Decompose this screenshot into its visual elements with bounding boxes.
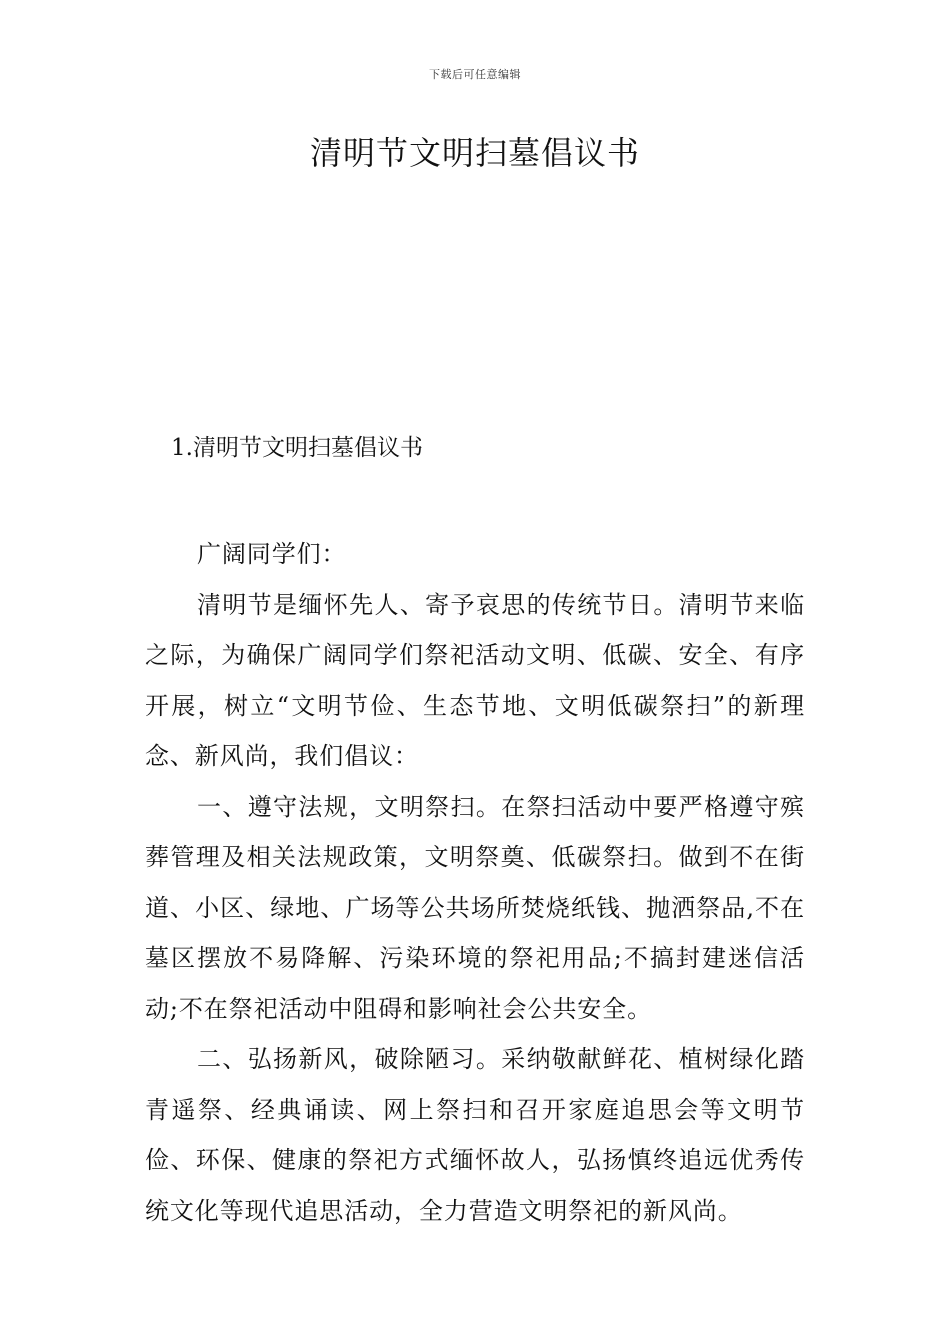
greeting: 广阔同学们： [197, 540, 347, 568]
body-paragraph-item-1: 一、遵守法规，文明祭扫。在祭扫活动中要严格遵守殡葬管理及相关法规政策，文明祭奠、低碳祭扫。做到不在街道、小区、绿地、广场等公共场所焚烧纸钱、抛洒祭品,不在墓区摆放不易降解、污染环境的祭祀用品;不搞封建迷信活动;不在祭祀活动中阻碍和影响社会公共安全。 [145, 792, 805, 1023]
header-note: 下载后可任意编辑 [429, 68, 521, 81]
document-title: 清明节文明扫墓倡议书 [309, 134, 640, 172]
document-body [145, 529, 805, 1236]
body-paragraph-item-2: 二、弘扬新风，破除陋习。采纳敬献鲜花、植树绿化踏青遥祭、经典诵读、网上祭扫和召开家庭追思会等文明节俭、环保、健康的祭祀方式缅怀故人，弘扬慎终追远优秀传统文化等现代追思活动，全力营造文明祭祀的新风尚。 [145, 1045, 805, 1225]
section-heading: 1.清明节文明扫墓倡议书 [171, 435, 423, 461]
body-paragraph-intro: 清明节是缅怀先人、寄予哀思的传统节日。清明节来临之际，为确保广阔同学们祭祀活动文明、低碳、安全、有序开展，树立“文明节俭、生态节地、文明低碳祭扫”的新理念、新风尚，我们倡议： [145, 590, 805, 770]
